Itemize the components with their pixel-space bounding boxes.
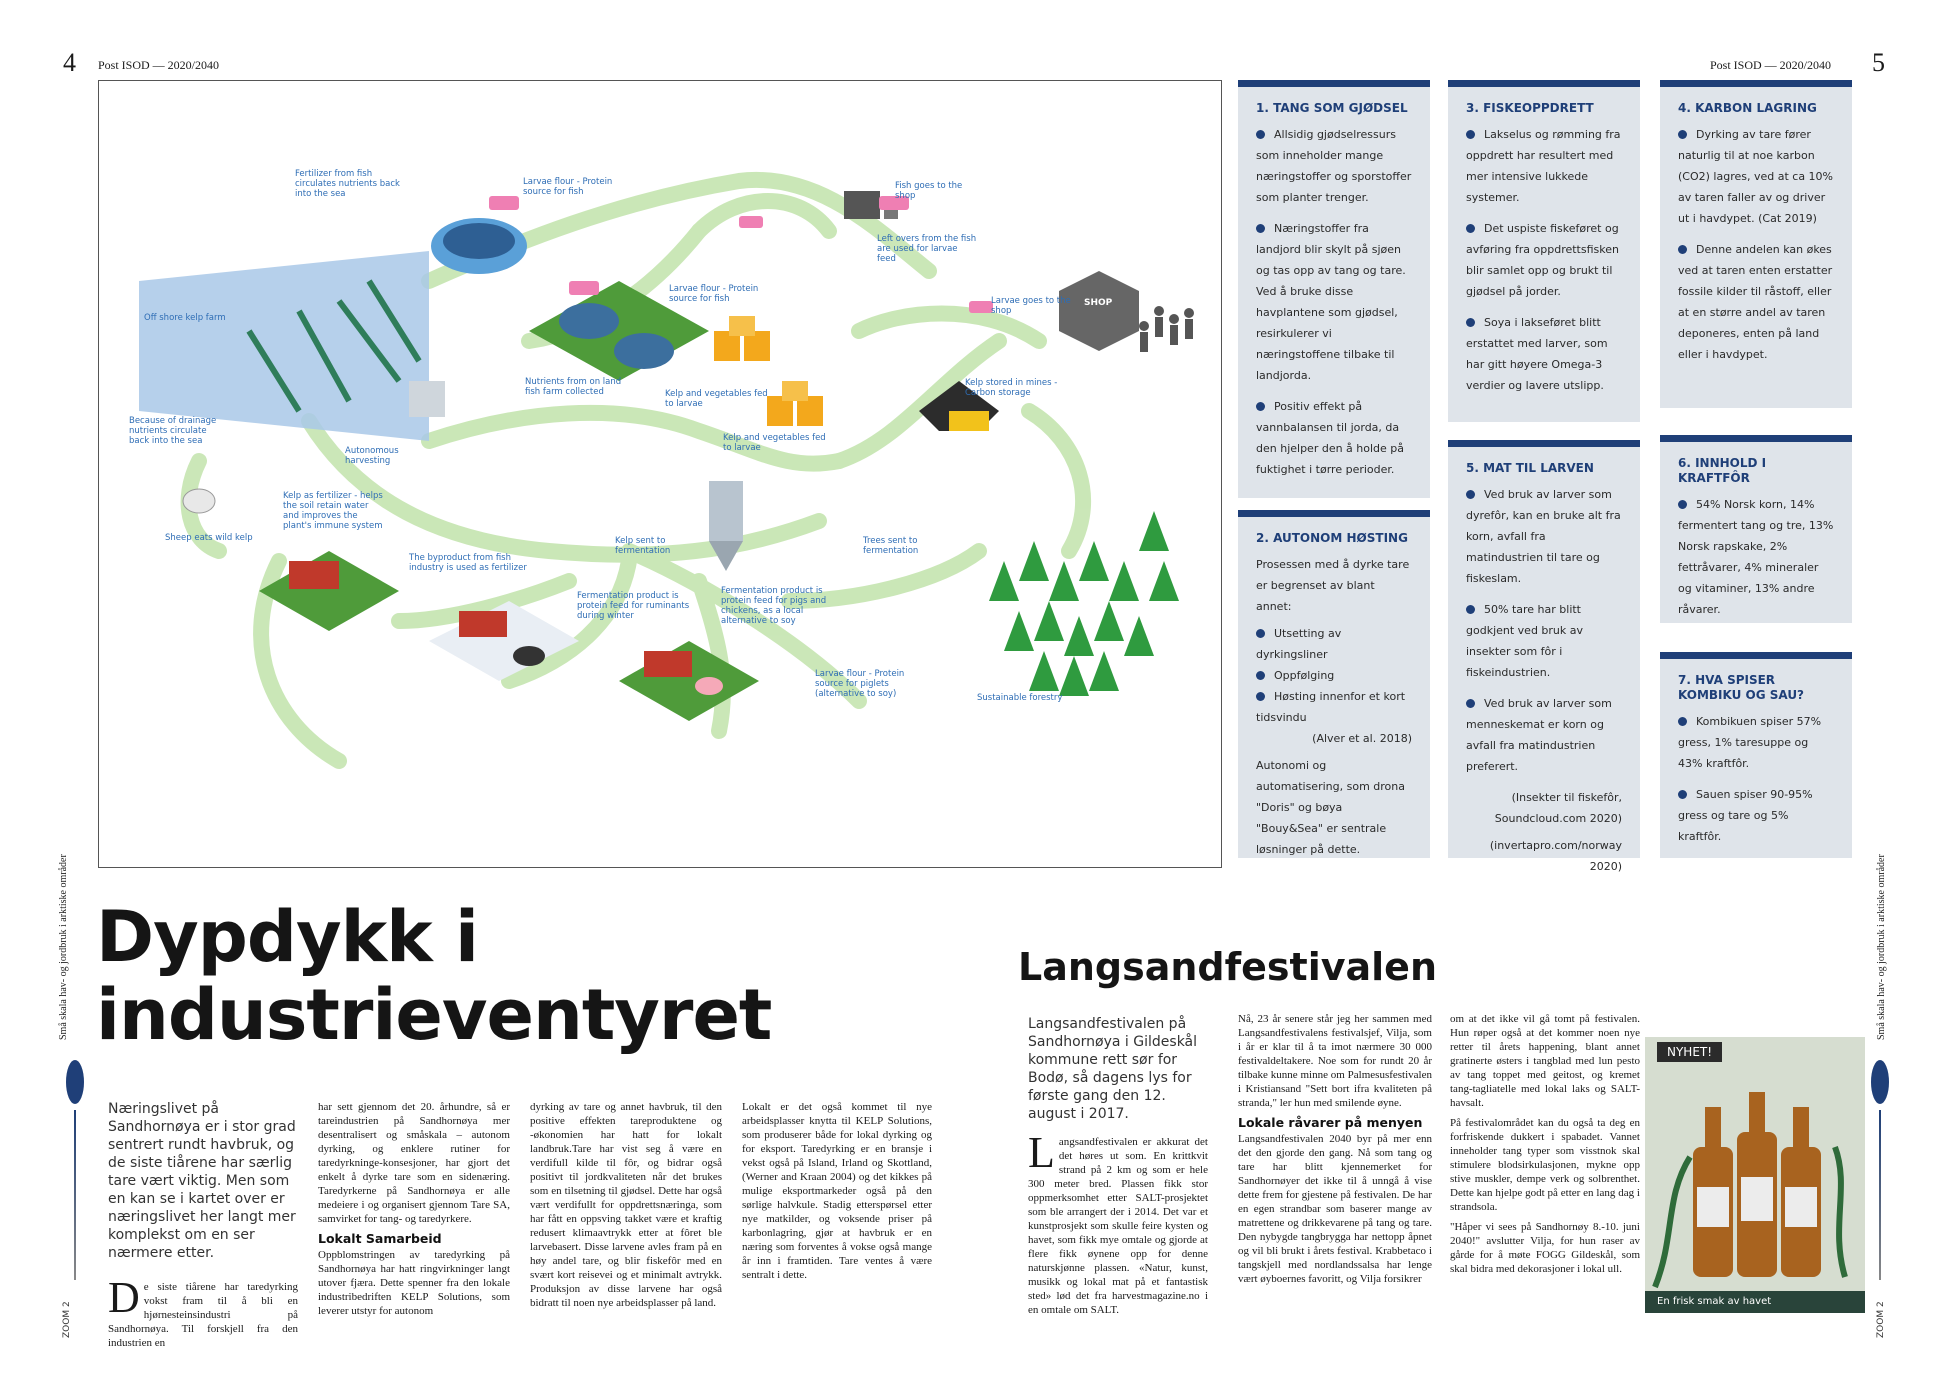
infobox-4-item: Denne andelen kan økes ved at taren enten erstatter fossile kilder til råstoff, eller at en større andel av taren deponeres, enten på land eller i havdypet. <box>1678 239 1834 365</box>
infobox-7-hva-spiser-kombiku-og-sau <box>1660 652 1852 858</box>
article-2-col-1 <box>1028 1128 1208 1317</box>
label-forestry: Sustainable forestry <box>977 693 1063 703</box>
infobox-6-title: 6. INNHOLD I KRAFTFÔR <box>1678 456 1767 485</box>
article-1-p3: Oppblomstringen av taredyrking på Sandhornøya har hatt ringvirkninger langt utover fjæra. Dette spenner fra den lokale industribedriften KELP Solutions, som leverer utstyr for autonom <box>318 1249 510 1317</box>
left-running-head: Post ISOD — 2020/2040 <box>98 58 220 72</box>
label-sheep: Sheep eats wild kelp <box>165 533 253 543</box>
ad-footer: En frisk smak av havet <box>1645 1291 1865 1313</box>
article-1-dropcap: D <box>108 1273 140 1322</box>
infobox-2-item: Utsetting av dyrkingsliner <box>1256 623 1412 665</box>
article-1-lead: Næringslivet på Sandhornøya er i stor grad sentrert rundt havbruk, og de siste tiårene har særlig tare vært viktig. Men som en kan se i kartet over er næringslivet her langt mer komplekst om en ser nærmere etter. <box>108 1101 296 1261</box>
infobox-3-title: 3. FISKEOPPDRETT <box>1466 101 1594 115</box>
article-headline: Dypdykk i industrieventyret <box>96 896 772 1056</box>
article-1-col-4 <box>742 1100 932 1288</box>
sheep <box>183 489 215 513</box>
article-1-p5: Lokalt er det også kommet til nye arbeidsplasser knytta til KELP Solutions, som produserer både for lokal dyrking og for eksport. Taredyrking er en bransje i vekst også på Island, Irland og Skottland, (Werner and Kraan 2004) og det kikkes på mulige eksportmarkeder også på den sørlige halvkule. Stadig etterspørsel etter nye matkilder, og voksende priser på karbonlagring, gjør at havbruk er en næring som forventes å vokse også mange år inn i framtiden. Tare ventes å være sentralt i dette. <box>742 1101 932 1281</box>
infobox-7-item: Kombikuen spiser 57% gress, 1% taresuppe og 43% kraftfôr. <box>1678 711 1834 774</box>
label-kelp-larvae-1: Kelp and vegetables fed to larvae <box>665 389 768 409</box>
label-trees-fermentation: Trees sent to fermentation <box>863 536 919 556</box>
infobox-1-item: Næringstoffer fra landjord blir skylt på sjøen og tas opp av tang og tare. Ved å bruke disse havplantene som gjødsel, resirkulerer vi næringstoffene tilbake til landjorda. <box>1256 218 1412 386</box>
people-group <box>1139 306 1194 352</box>
article-2-p3: Langsandfestivalen 2040 byr på mer enn det den gjorde den gang. Nå som tang og tare har blitt kjennemerket for Sandhornøyer det ikke til å unngå å vise dette frem for gjestene på festivalen. De har en egen strandbar som baserer mange av matrettene og drikkevarene på tang og tare. Den nybygde tangbrygga har nettopp åpnet og vil bli brukt i årets festival. Krabbetaco i tangskjell med nordlandssalsa har lenge vært øyboernes favoritt, og Vilja forsikrer <box>1238 1133 1432 1285</box>
infobox-2-intro: Prosessen med å dyrke tare er begrenset av blant annet: <box>1256 558 1410 613</box>
label-kelp-fermentation: Kelp sent to fermentation <box>615 536 671 556</box>
article-2-p6: "Håper vi sees på Sandhornøy 8.-10. juni 2040!" avslutter Vilja, for hun raser av gårde for å møte FOGG Gildeskål, som skal bidra med dekorasjoner i lokal ull. <box>1450 1221 1640 1275</box>
infobox-5-ref: (invertapro.com/norway 2020) <box>1489 839 1622 873</box>
mining-truck <box>949 411 989 431</box>
silo <box>709 481 743 541</box>
label-drainage: Because of drainage nutrients circulate back into the sea <box>129 416 217 446</box>
left-page-number: 4 <box>63 48 76 77</box>
label-kelp-larvae-2: Kelp and vegetables fed to larvae <box>723 433 826 453</box>
right-margin-line <box>1879 1110 1881 1280</box>
infobox-7-item: Sauen spiser 90-95% gress og tare og 5% kraftfôr. <box>1678 784 1834 847</box>
shop-sign: SHOP <box>1084 298 1113 308</box>
label-nutrients-land: Nutrients from on land fish farm collected <box>525 377 622 397</box>
beer-advertisement <box>1645 1037 1865 1313</box>
left-zoom-tag: ZOOM 2 <box>62 1301 72 1338</box>
right-margin-oval <box>1871 1060 1889 1104</box>
article-1-col-2 <box>318 1100 510 1324</box>
infobox-7-title: 7. HVA SPISER KOMBIKU OG SAU? <box>1678 673 1805 702</box>
infobox-5-item: 50% tare har blitt godkjent ved bruk av insekter som fôr i fiskeindustrien. <box>1466 599 1622 683</box>
infobox-1-item: Allsidig gjødselressurs som inneholder mange næringstoffer og sporstoffer som planter trenger. <box>1256 124 1412 208</box>
article-2-subhead: Lokale råvarer på menyen <box>1238 1115 1423 1130</box>
infobox-5-mat-til-larven <box>1448 440 1640 873</box>
infobox-5-item: Ved bruk av larver som menneskemat er korn og avfall fra matindustrien preferert. <box>1466 693 1622 777</box>
infobox-5-item: Ved bruk av larver som dyrefôr, kan en bruke alt fra korn, avfall fra matindustrien til tare og fiskeslam. <box>1466 484 1622 589</box>
label-byproduct: The byproduct from fish industry is used as fertilizer <box>409 553 527 573</box>
infobox-1-title: 1. TANG SOM GJØDSEL <box>1256 101 1408 115</box>
article-1-p4: dyrking av tare og annet havbruk, til den positive effekten tareproduktene og -økonomien har hatt for lokalt landbruk.Tare har vist seg å være en verdifull kilde til fôr, og bidrar også positivt til jordkvaliteten når det brukes som en tilsetning til gjødsel. Dette har også vært verdifullt for oppdrettsnæringa, som har fått en oppsving takket være et kraftig redusert klimaavtrykk etter at fôret ble larvebasert. Disse larvene avles fram på en høy andel tare, og blir fiskefôr med en svært kort reisevei og et minimalt avtrykk. Produksjon av disse larvene har også bidratt til noen nye arbeidsplasser på land. <box>530 1101 722 1309</box>
article-1-p2: har sett gjennom det 20. århundre, så er tareindustrien på Sandhornøya mer desentralisert og småskala – autonom dyrking, og enklere rutiner for taredyrkninge-konsesjoner, har gjort det enkelt å dyrke tare som en sidenæring. Taredyrkerne på Sandhornøya er alle medeiere i og organisert gjennom Tare SA, samvirket for tang- og taredyrkere. <box>318 1101 510 1225</box>
article-2-dropcap: L <box>1028 1128 1055 1177</box>
right-running-head: Post ISOD — 2020/2040 <box>1710 58 1832 72</box>
infobox-2-outro: Autonomi og automatisering, som drona "Doris" og bøya "Bouy&Sea" er sentrale løsninger på dette. <box>1256 759 1405 856</box>
article-2-lead: Langsandfestivalen på Sandhornøya i Gildeskål kommune rett sør for Bodø, så dagens lys for første gang den 12. august i 2017. <box>1028 1016 1198 1122</box>
farm-right <box>619 641 759 721</box>
infobox-4-title: 4. KARBON LAGRING <box>1678 101 1817 115</box>
label-larvae-flour-2: Larvae flour - Protein source for fish <box>669 284 759 304</box>
infobox-3-item: Soya i lakseføret blitt erstattet med larver, som har gitt høyere Omega-3 verdier og lavere utslipp. <box>1466 312 1622 396</box>
right-zoom-tag: ZOOM 2 <box>1876 1301 1886 1338</box>
circular-economy-infographic <box>98 80 1222 868</box>
infobox-6-innhold-i-kraftfor <box>1660 435 1852 623</box>
right-page-number: 5 <box>1872 48 1885 77</box>
infobox-6-item: 54% Norsk korn, 14% fermentert tang og tre, 13% Norsk rapskake, 2% fettråvarer, 4% mineraler og vitaminer, 13% andre råvarer. <box>1678 494 1834 620</box>
article-1-col-1 <box>108 1273 298 1350</box>
label-leftovers: Left overs from the fish are used for larvae feed <box>877 234 977 264</box>
label-ferm-ruminants: Fermentation product is protein feed for ruminants during winter <box>577 591 690 621</box>
article-2-p4: om at det ikke vil gå tomt på festivalen. Hun røper også at det kommer noen nye retter til årets happening, blant annet gratinerte østers i tangblad med lun pesto av tang toppet med geitost, og kremet tang-tagliatelle med lokal laks og SALT-havsalt. <box>1450 1013 1640 1109</box>
label-kelp-mines: Kelp stored in mines - Carbon storage <box>965 378 1058 398</box>
article-2-p2: Nå, 23 år senere står jeg her sammen med Langsandfestivalens festivalsjef, Vilja, som i år er klar til å ta imot nærmere 30 000 festivaldeltakere. Noe som for rundt 20 år tilbake kunne minne om Palmesusfestivalen i Kristiansand "Sett bort ifra kvaliteten på stranda," ler hun med smilende øyne. <box>1238 1013 1432 1109</box>
infobox-2-item: Oppfølging <box>1256 665 1412 686</box>
infobox-1-item: Positiv effekt på vannbalansen til jorda, da den hjelper den å holde på fuktighet i tørre perioder. <box>1256 396 1412 480</box>
infobox-3-item: Det uspiste fiskeføret og avføring fra oppdrettsfisken blir samlet opp og brukt til gjødsel på jorder. <box>1466 218 1622 302</box>
article-2-col-3 <box>1450 1012 1640 1282</box>
infobox-2-autonom-hosting <box>1238 510 1430 858</box>
infobox-2-title: 2. AUTONOM HØSTING <box>1256 531 1408 545</box>
harvest-robot <box>409 381 445 417</box>
label-kelp-fertilizer: Kelp as fertilizer - helps the soil retain water and improves the plant's immune system <box>283 491 383 531</box>
sea-area <box>139 251 429 441</box>
beer-bottles-illustration <box>1645 1037 1865 1313</box>
label-autonomous: Autonomous harvesting <box>345 446 399 466</box>
article-1-subhead: Lokalt Samarbeid <box>318 1231 442 1246</box>
infobox-4-item: Dyrking av tare fører naturlig til at noe karbon (CO2) lagres, ved at ca 10% av taren faller av og driver ut i havdypet. (Cat 2019) <box>1678 124 1834 229</box>
infobox-5-title: 5. MAT TIL LARVEN <box>1466 461 1594 475</box>
left-margin-oval <box>66 1060 84 1104</box>
infobox-1-tang-som-gjodsel <box>1238 80 1430 498</box>
infobox-3-fiskeoppdrett <box>1448 80 1640 422</box>
infobox-3-item: Lakselus og rømming fra oppdrett har resultert med mer intensive lukkede systemer. <box>1466 124 1622 208</box>
label-fish-shop: Fish goes to the shop <box>895 181 963 201</box>
label-larvae-flour-3: Larvae flour - Protein source for piglets (alternative to soy) <box>815 669 905 699</box>
label-ferm-pigs: Fermentation product is protein feed for pigs and chickens, as a local alternative to soy <box>721 586 827 626</box>
festival-headline: Langsandfestivalen <box>1018 945 1438 989</box>
ad-badge: NYHET! <box>1657 1042 1722 1062</box>
infobox-5-ref: (Insekter til fiskefôr, Soundcloud.com 2020) <box>1494 791 1622 825</box>
left-margin-line <box>74 1110 76 1280</box>
infobox-2-ref: (Alver et al. 2018) <box>1312 732 1412 745</box>
label-larvae-flour-1: Larvae flour - Protein source for fish <box>523 177 613 197</box>
article-2-col-2 <box>1238 1012 1432 1292</box>
left-side-text: Små skala hav- og jordbruk i arktiske områder <box>58 854 69 1040</box>
article-1-col-3 <box>530 1100 722 1316</box>
infographic-drawing <box>99 81 1221 867</box>
article-2-p5: På festivalområdet kan du også ta deg en forfriskende dukkert i spabadet. Vannet inneholder tang typer som visstnok skal stimulere blodsirkulasjonen, mykne opp stive muskler, dempe verk og solbrenthet. Dette kan hjelpe godt på etter en lang dag i strandsola. <box>1450 1117 1640 1213</box>
article-1-p1: e siste tiårene har taredyrking vokst fram til å bli en hjørnesteinsindustri på Sandhornøya. Til forskjell fra den industrien en <box>108 1281 298 1349</box>
label-fertilizer-fish: Fertilizer from fish circulates nutrients back into the sea <box>295 169 400 199</box>
infobox-4-karbon-lagring <box>1660 80 1852 408</box>
infobox-2-item: Høsting innenfor et kort tidsvindu <box>1256 686 1412 728</box>
article-2-p1: angsandfestivalen er akkurat det det høres ut som. En krittkvit strand på 2 km og som er hele 300 meter bred. Plassen fikk stor oppmerksomhet etter SALT-prosjektet som ble arrangert der i 2014. Det var et kunstprosjekt som skulle feire kysten og havet, som fikk mye omtale og gjorde at flere fikk øynene opp for denne naturskjønne plassen. «Natur, kunst, musikk og lokal mat på et fantastisk sted» lød det fra harvestmagazine.no i en omtale om SALT. <box>1028 1136 1208 1316</box>
label-offshore-kelp: Off shore kelp farm <box>144 313 226 323</box>
right-side-text: Små skala hav- og jordbruk i arktiske områder <box>1876 854 1887 1040</box>
label-larvae-shop: Larvae goes to the shop <box>991 296 1071 316</box>
larvae-crates <box>714 316 823 426</box>
forest <box>989 511 1179 696</box>
truck <box>844 191 880 219</box>
